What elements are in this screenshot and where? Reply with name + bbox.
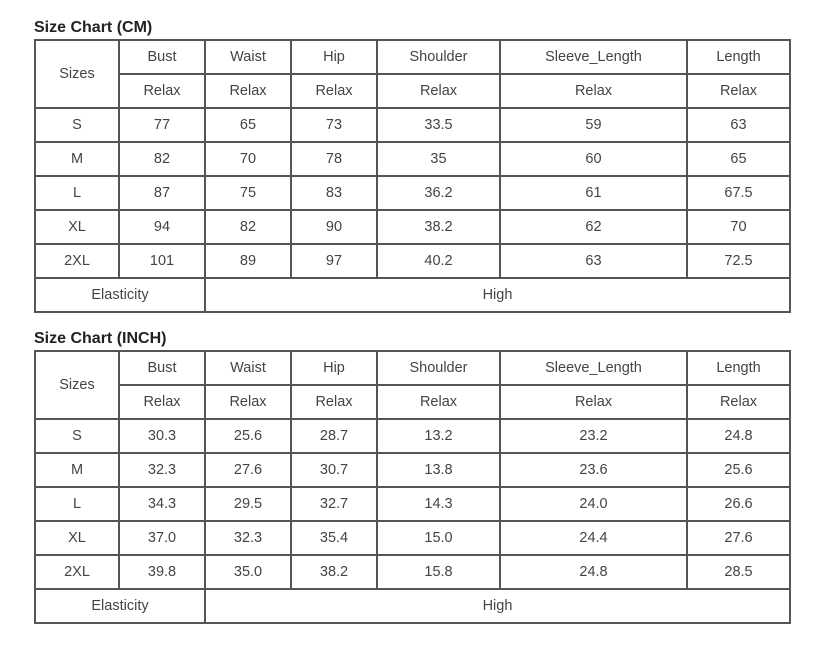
value-cell: 78 (291, 142, 377, 176)
column-header: Bust (119, 351, 205, 385)
table-row (35, 176, 790, 210)
size-cell: S (35, 108, 119, 142)
value-cell: 87 (119, 176, 205, 210)
table-header-row (35, 351, 790, 385)
value-cell: 25.6 (205, 419, 291, 453)
value-cell: 29.5 (205, 487, 291, 521)
value-cell: 26.6 (687, 487, 790, 521)
value-cell: 77 (119, 108, 205, 142)
value-cell: 28.7 (291, 419, 377, 453)
column-header: Length (687, 40, 790, 74)
value-cell: 70 (687, 210, 790, 244)
elasticity-row (35, 278, 790, 312)
value-cell: 65 (205, 108, 291, 142)
fit-cell: Relax (687, 74, 790, 108)
table-row (35, 142, 790, 176)
value-cell: 32.3 (205, 521, 291, 555)
table-row (35, 210, 790, 244)
fit-cell: Relax (119, 385, 205, 419)
value-cell: 63 (500, 244, 687, 278)
column-header: Sleeve_Length (500, 351, 687, 385)
value-cell: 65 (687, 142, 790, 176)
value-cell: 36.2 (377, 176, 500, 210)
size-table-inch (34, 350, 791, 624)
value-cell: 27.6 (205, 453, 291, 487)
value-cell: 38.2 (377, 210, 500, 244)
value-cell: 72.5 (687, 244, 790, 278)
value-cell: 39.8 (119, 555, 205, 589)
size-cell: XL (35, 210, 119, 244)
value-cell: 23.2 (500, 419, 687, 453)
fit-cell: Relax (500, 74, 687, 108)
value-cell: 24.8 (500, 555, 687, 589)
value-cell: 15.8 (377, 555, 500, 589)
size-table-cm (34, 39, 791, 313)
size-cell: L (35, 176, 119, 210)
value-cell: 59 (500, 108, 687, 142)
chart-title-cm: Size Chart (CM) (34, 19, 153, 36)
sizes-header: Sizes (35, 40, 119, 108)
value-cell: 30.3 (119, 419, 205, 453)
elasticity-label: Elasticity (35, 278, 205, 312)
value-cell: 38.2 (291, 555, 377, 589)
value-cell: 34.3 (119, 487, 205, 521)
value-cell: 30.7 (291, 453, 377, 487)
fit-cell: Relax (377, 74, 500, 108)
column-header: Waist (205, 351, 291, 385)
elasticity-label: Elasticity (35, 589, 205, 623)
fit-cell: Relax (291, 385, 377, 419)
value-cell: 25.6 (687, 453, 790, 487)
value-cell: 35.0 (205, 555, 291, 589)
fit-row (35, 74, 790, 108)
value-cell: 24.0 (500, 487, 687, 521)
column-header: Sleeve_Length (500, 40, 687, 74)
column-header: Hip (291, 40, 377, 74)
value-cell: 37.0 (119, 521, 205, 555)
value-cell: 67.5 (687, 176, 790, 210)
fit-row (35, 385, 790, 419)
value-cell: 33.5 (377, 108, 500, 142)
size-chart-cm (34, 17, 791, 313)
value-cell: 28.5 (687, 555, 790, 589)
fit-cell: Relax (377, 385, 500, 419)
value-cell: 89 (205, 244, 291, 278)
size-cell: S (35, 419, 119, 453)
size-cell: M (35, 453, 119, 487)
size-cell: XL (35, 521, 119, 555)
value-cell: 40.2 (377, 244, 500, 278)
value-cell: 82 (205, 210, 291, 244)
table-row (35, 521, 790, 555)
table-row (35, 555, 790, 589)
value-cell: 13.2 (377, 419, 500, 453)
chart-title-inch: Size Chart (INCH) (34, 330, 167, 347)
size-cell: 2XL (35, 244, 119, 278)
size-chart-inch (34, 328, 791, 624)
fit-cell: Relax (205, 74, 291, 108)
value-cell: 32.3 (119, 453, 205, 487)
value-cell: 90 (291, 210, 377, 244)
fit-cell: Relax (687, 385, 790, 419)
value-cell: 35.4 (291, 521, 377, 555)
table-header-row (35, 40, 790, 74)
table-row (35, 419, 790, 453)
value-cell: 15.0 (377, 521, 500, 555)
elasticity-row (35, 589, 790, 623)
size-cell: 2XL (35, 555, 119, 589)
sizes-header: Sizes (35, 351, 119, 419)
value-cell: 70 (205, 142, 291, 176)
value-cell: 94 (119, 210, 205, 244)
fit-cell: Relax (119, 74, 205, 108)
size-cell: M (35, 142, 119, 176)
value-cell: 75 (205, 176, 291, 210)
table-row (35, 244, 790, 278)
value-cell: 101 (119, 244, 205, 278)
column-header: Hip (291, 351, 377, 385)
value-cell: 82 (119, 142, 205, 176)
table-row (35, 453, 790, 487)
table-row (35, 108, 790, 142)
value-cell: 23.6 (500, 453, 687, 487)
value-cell: 60 (500, 142, 687, 176)
fit-cell: Relax (291, 74, 377, 108)
value-cell: 62 (500, 210, 687, 244)
elasticity-value: High (205, 278, 790, 312)
value-cell: 61 (500, 176, 687, 210)
table-row (35, 487, 790, 521)
column-header: Bust (119, 40, 205, 74)
value-cell: 14.3 (377, 487, 500, 521)
elasticity-value: High (205, 589, 790, 623)
fit-cell: Relax (500, 385, 687, 419)
size-cell: L (35, 487, 119, 521)
value-cell: 97 (291, 244, 377, 278)
value-cell: 24.8 (687, 419, 790, 453)
value-cell: 63 (687, 108, 790, 142)
value-cell: 35 (377, 142, 500, 176)
column-header: Waist (205, 40, 291, 74)
column-header: Shoulder (377, 351, 500, 385)
value-cell: 24.4 (500, 521, 687, 555)
column-header: Shoulder (377, 40, 500, 74)
value-cell: 13.8 (377, 453, 500, 487)
value-cell: 73 (291, 108, 377, 142)
fit-cell: Relax (205, 385, 291, 419)
column-header: Length (687, 351, 790, 385)
value-cell: 83 (291, 176, 377, 210)
value-cell: 32.7 (291, 487, 377, 521)
value-cell: 27.6 (687, 521, 790, 555)
